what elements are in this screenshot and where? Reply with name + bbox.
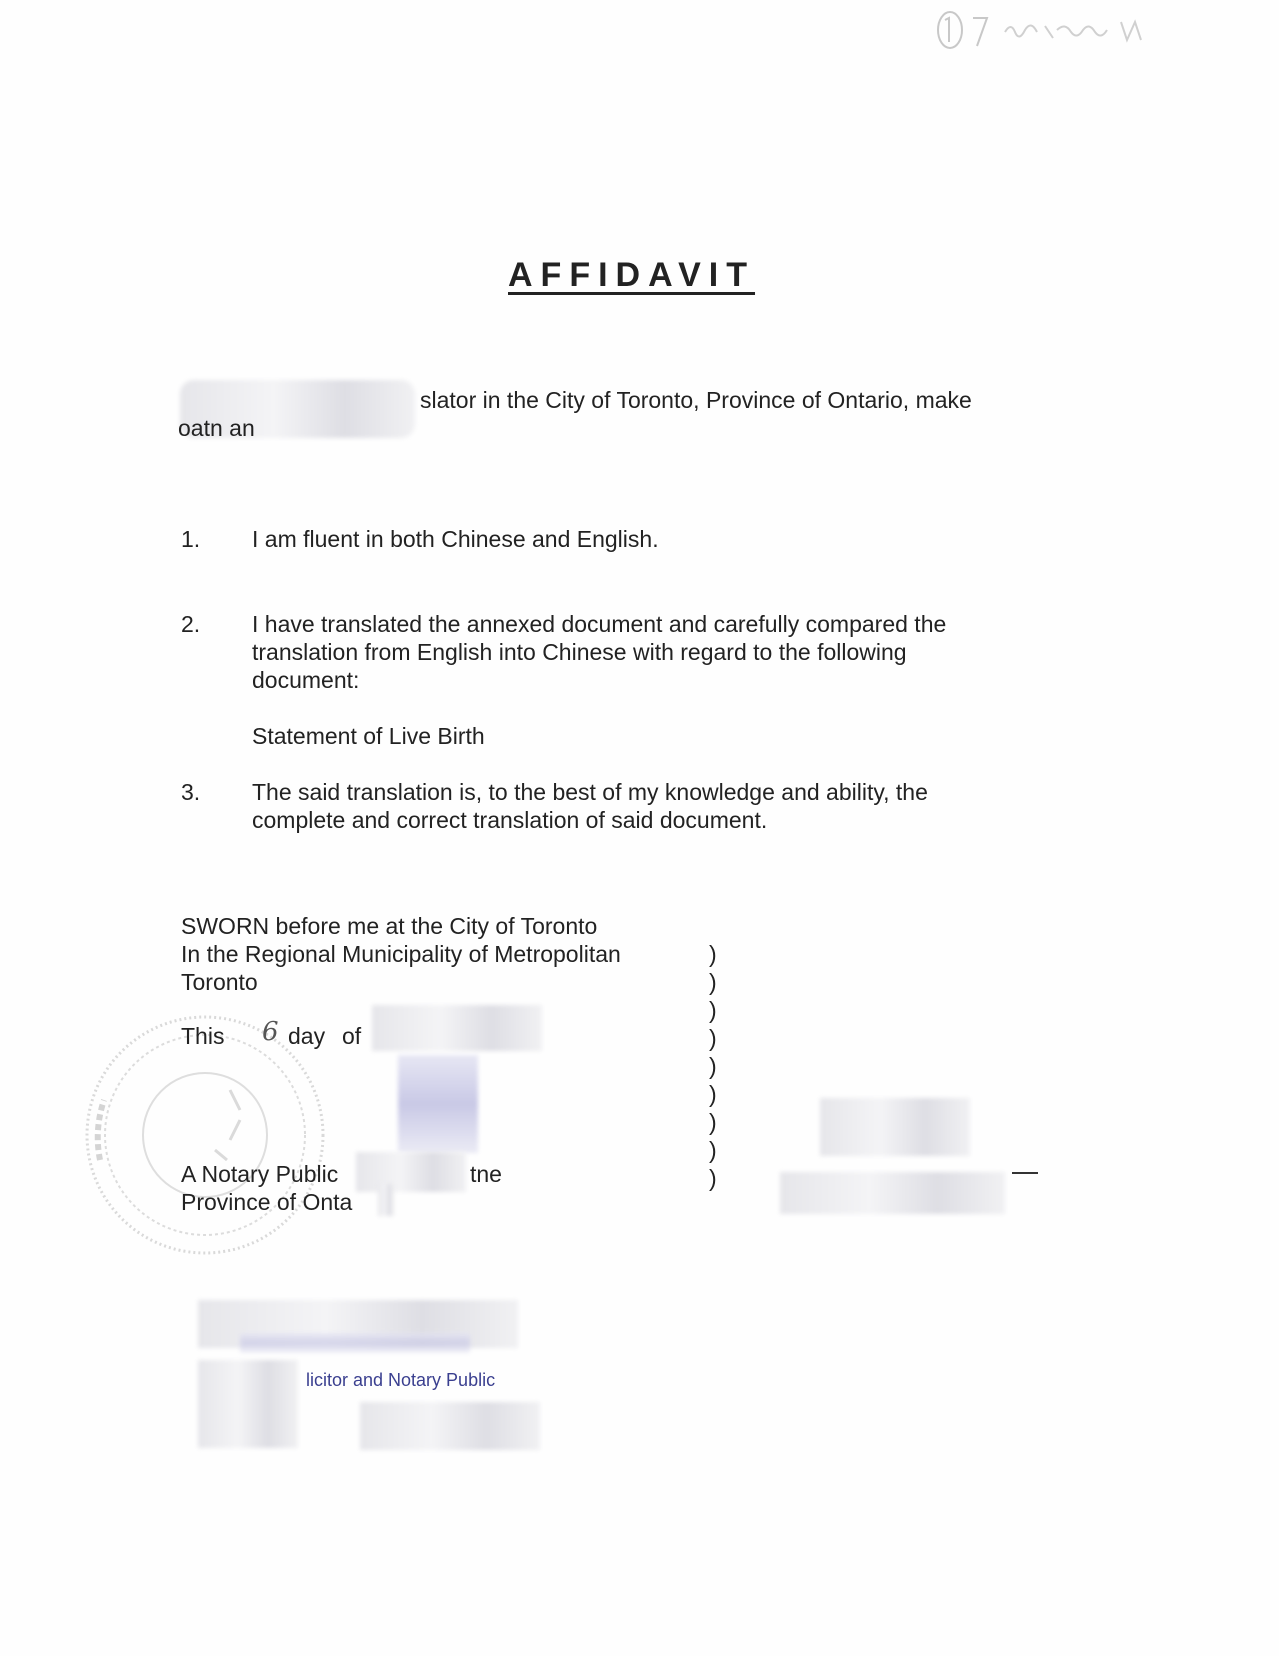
jurat-line-3: Toronto xyxy=(181,969,258,995)
paren-1: ) xyxy=(709,941,717,967)
signature-line xyxy=(1012,1172,1038,1174)
affidavit-title: AFFIDAVIT xyxy=(508,256,756,294)
paren-6: ) xyxy=(709,1081,717,1107)
redacted-deponent-name xyxy=(780,1172,1005,1214)
this-label: This xyxy=(181,1023,225,1049)
redacted-deponent-signature xyxy=(820,1098,970,1156)
notary-label: A Notary Public xyxy=(181,1161,339,1187)
handwritten-day: 6 xyxy=(262,1017,279,1047)
redacted-signature xyxy=(398,1055,478,1153)
of-label: of xyxy=(342,1023,362,1049)
paren-8: ) xyxy=(709,1137,717,1163)
paren-2: ) xyxy=(709,969,717,995)
paren-4: ) xyxy=(709,1025,717,1051)
item-3-line-1: The said translation is, to the best of my knowledge and ability, the xyxy=(252,779,928,805)
stamp-text: licitor and Notary Public xyxy=(306,1370,496,1390)
item-1-number: 1. xyxy=(181,526,201,552)
redacted-date xyxy=(372,1005,542,1051)
intro-line-2: oatn an xyxy=(178,415,255,441)
redacted-stamp-bar xyxy=(240,1333,470,1353)
item-3-line-2: complete and correct translation of said document. xyxy=(252,807,768,833)
paren-3: ) xyxy=(709,997,717,1023)
redacted-province xyxy=(378,1184,394,1216)
redacted-stamp-bottom xyxy=(360,1402,540,1450)
paren-7: ) xyxy=(709,1109,717,1135)
item-3-number: 3. xyxy=(181,779,201,805)
jurat-line-1: SWORN before me at the City of Toronto xyxy=(181,913,598,939)
redacted-stamp-left xyxy=(198,1360,298,1448)
intro-line-1: slator in the City of Toronto, Province of Ontario, make xyxy=(420,387,972,413)
province-fragment: Province of Onta xyxy=(181,1189,353,1215)
item-2-line-3: document: xyxy=(252,667,360,693)
paren-5: ) xyxy=(709,1053,717,1079)
item-2-line-1: I have translated the annexed document and carefully compared the xyxy=(252,611,947,637)
day-label: day xyxy=(288,1023,326,1049)
jurat-line-2: In the Regional Municipality of Metropolitan xyxy=(181,941,621,967)
the-fragment: tne xyxy=(470,1161,502,1187)
item-1-text: I am fluent in both Chinese and English. xyxy=(252,526,659,552)
paren-9: ) xyxy=(709,1165,717,1191)
item-2-number: 2. xyxy=(181,611,201,637)
handwritten-corner-mark xyxy=(935,8,1165,58)
item-2-line-2: translation from English into Chinese with regard to the following xyxy=(252,639,907,665)
document-name: Statement of Live Birth xyxy=(252,723,485,749)
redacted-notary-for xyxy=(356,1152,466,1192)
